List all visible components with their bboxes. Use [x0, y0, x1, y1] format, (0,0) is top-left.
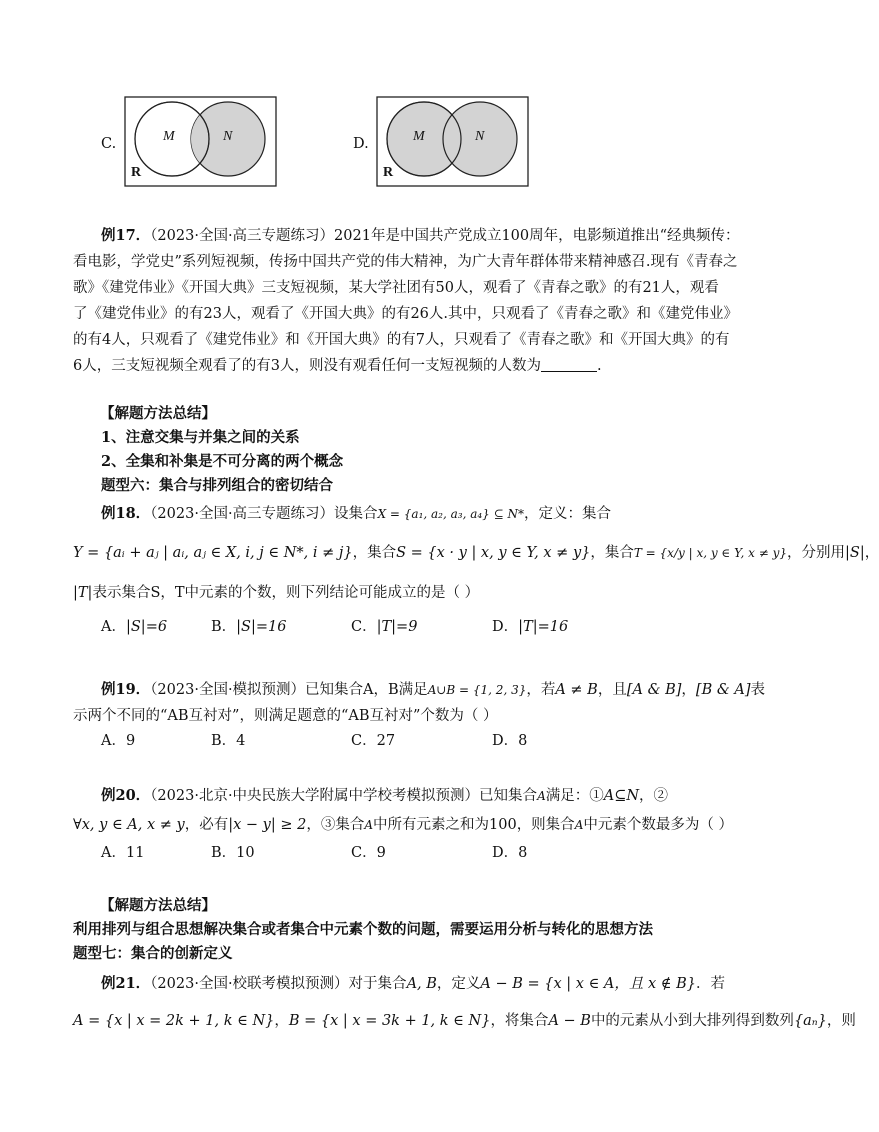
example-21-number: 例21．	[101, 975, 151, 992]
section-heading-type-7: 题型七：集合的创新定义	[73, 945, 233, 962]
example-21-line2: A = {x | x = 2k + 1, k ∈ N}，B = {x | x = 3k + 1, k ∈ N}，将集合A − B中的元素从小到大排列得到数列{aₙ}，则	[73, 1013, 856, 1029]
example-17-line4: 了《建党伟业》的有23人，观看了《开国大典》的有26人.其中，只观看了《青春之歌》和《建党伟业》	[73, 306, 739, 322]
summary-point-3: 利用排列与组合思想解决集合或者集合中元素个数的问题，需要运用分析与转化的思想方法	[73, 921, 653, 938]
example-17-line5: 的有4人，只观看了《建党伟业》和《开国大典》的有7人，只观看了《青春之歌》和《开国大典》的有	[73, 332, 730, 348]
option-b: B．4	[211, 733, 246, 749]
example-18-line3: |T|表示集合S，T中元素的个数，则下列结论可能成立的是（ ）	[73, 585, 480, 601]
option-a: A．|S|=6	[101, 619, 168, 635]
formula-set-t: T = {x/y | x, y ∈ Y, x ≠ y}	[633, 546, 787, 560]
option-b: B．10	[211, 845, 255, 861]
example-18-line1: 例18．（2023·全国·高三专题练习）设集合X = {a₁, a₂, a₃, a₄} ⊆ N*，定义：集合	[101, 505, 611, 522]
section-heading-type-6: 题型六：集合与排列组合的密切结合	[101, 477, 333, 494]
venn-c-m-label: M	[163, 129, 175, 144]
summary-point-1: 1、注意交集与并集之间的关系	[101, 429, 300, 446]
example-19-line1: 例19．（2023·全国·模拟预测）已知集合A，B满足A∪B = {1, 2, 3}，若A ≠ B，且[A & B]，[B & A]表	[101, 681, 765, 698]
option-a: A．9	[101, 733, 136, 749]
example-17-line1: 例17．（2023·全国·高三专题练习）2021年是中国共产党成立100周年，电影频道推出“经典频传：	[101, 227, 740, 244]
option-d-label: D.	[353, 136, 369, 152]
option-c-label: C.	[101, 136, 117, 152]
summary-heading-2: 【解题方法总结】	[100, 897, 216, 914]
example-18-line2: Y = {aᵢ + aⱼ | aᵢ, aⱼ ∈ X, i, j ∈ N*, i ≠ j}，集合S = {x · y | x, y ∈ Y, x ≠ y}，集合T = {x/y | x, y ∈ Y, x ≠ y}，分别用|S|，	[73, 545, 879, 561]
example-18-number: 例18．	[101, 505, 151, 522]
venn-c-universe-label: R	[131, 165, 142, 180]
example-20-line2: ∀x, y ∈ A, x ≠ y，必有|x − y| ≥ 2，③集合A中所有元素之和为100，则集合A中元素个数最多为（ ）	[73, 817, 733, 833]
summary-point-2: 2、全集和补集是不可分离的两个概念	[101, 453, 344, 470]
formula-set-x: X = {a₁, a₂, a₃, a₄} ⊆ N*	[377, 507, 524, 521]
example-20-line1: 例20．（2023·北京·中央民族大学附属中学校考模拟预测）已知集合A满足：①A⊆N，②	[101, 787, 669, 804]
example-21-line1: 例21．（2023·全国·校联考模拟预测）对于集合A, B，定义A − B = {x | x ∈ A，且 x ∉ B}．若	[101, 975, 726, 992]
example-17-line3: 歌》《建党伟业》《开国大典》三支短视频，某大学社团有50人，观看了《青春之歌》的有21人，观看	[73, 280, 719, 296]
venn-d-n-label: N	[475, 129, 485, 144]
example-17-line2: 看电影，学党史”系列短视频，传扬中国共产党的伟大精神，为广大青年群体带来精神感召.现有《青春之	[73, 254, 738, 270]
example-17-line6: 6人，三支短视频全观看了的有3人，则没有观看任何一支短视频的人数为 .	[73, 358, 602, 374]
venn-d-m-label: M	[413, 129, 425, 144]
option-a: A．11	[101, 845, 145, 861]
example-17-number: 例17．	[101, 227, 151, 244]
venn-diagram-c	[124, 96, 278, 188]
option-d: D．8	[492, 733, 528, 749]
option-c: C．9	[351, 845, 386, 861]
venn-diagram-d	[376, 96, 530, 188]
option-b: B．|S|=16	[211, 619, 287, 635]
formula-set-y: Y = {aᵢ + aⱼ | aᵢ, aⱼ ∈ X, i, j ∈ N*, i ≠ j}	[73, 545, 353, 561]
option-d: D．|T|=16	[492, 619, 569, 635]
venn-c-n-label: N	[223, 129, 233, 144]
formula-set-s: S = {x · y | x, y ∈ Y, x ≠ y}	[396, 545, 591, 561]
example-20-number: 例20．	[101, 787, 151, 804]
answer-blank	[541, 357, 597, 372]
example-19-number: 例19．	[101, 681, 151, 698]
summary-heading-1: 【解题方法总结】	[100, 405, 216, 422]
option-c: C．27	[351, 733, 396, 749]
venn-d-universe-label: R	[383, 165, 394, 180]
option-c: C．|T|=9	[351, 619, 418, 635]
example-19-line2: 示两个不同的“AB互衬对”，则满足题意的“AB互衬对”个数为（ ）	[73, 708, 498, 724]
option-d: D．8	[492, 845, 528, 861]
